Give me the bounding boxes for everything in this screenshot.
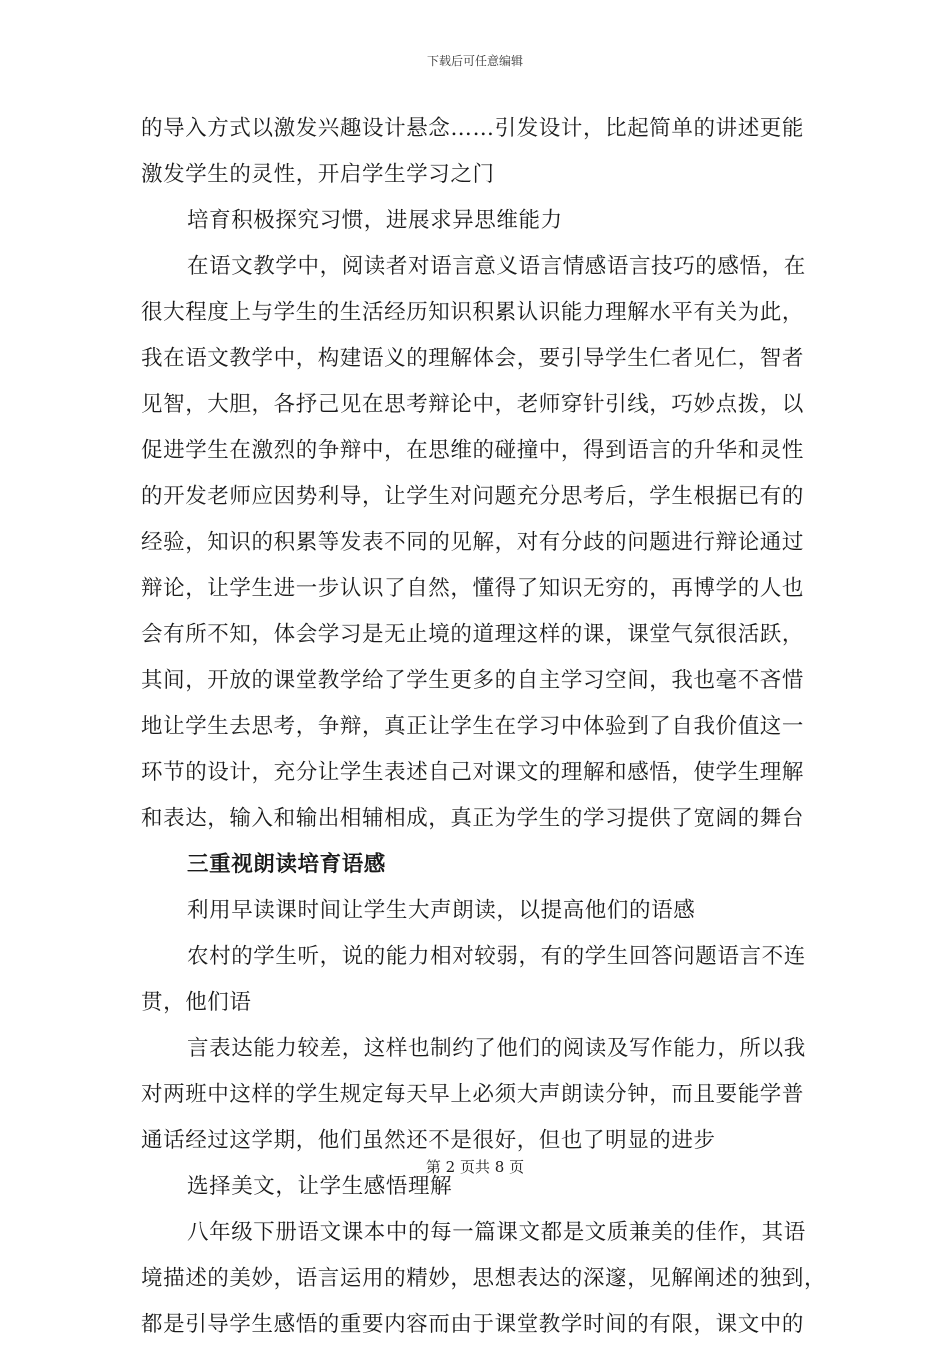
text-line: 会有所不知，体会学习是无止境的道理这样的课，课堂气氛很活跃， bbox=[141, 622, 805, 647]
text-line: 八年级下册语文课本中的每一篇课文都是文质兼美的佳作，其语 bbox=[187, 1220, 806, 1245]
text-line: 在语文教学中，阅读者对语言意义语言情感语言技巧的感悟，在 bbox=[187, 254, 806, 279]
text-line: 的导入方式以激发兴趣设计悬念……引发设计，比起简单的讲述更能 bbox=[141, 116, 805, 141]
page-footer: 第 2 页共 8 页 bbox=[425, 1158, 525, 1176]
subheading: 利用早读课时间让学生大声朗读，以提高他们的语感 bbox=[187, 898, 696, 923]
text-line: 环节的设计，充分让学生表述自己对课文的理解和感悟，使学生理解 bbox=[141, 760, 805, 785]
text-line: 见智，大胆，各抒己见在思考辩论中，老师穿针引线，巧妙点拨，以 bbox=[141, 392, 805, 417]
text-line: 促进学生在激烈的争辩中，在思维的碰撞中，得到语言的升华和灵性 bbox=[141, 438, 805, 463]
text-line: 境描述的美妙，语言运用的精妙，思想表达的深邃，见解阐述的独到， bbox=[141, 1266, 827, 1291]
text-line: 我在语文教学中，构建语义的理解体会，要引导学生仁者见仁，智者 bbox=[141, 346, 805, 371]
text-line: 很大程度上与学生的生活经历知识积累认识能力理解水平有关为此， bbox=[141, 300, 805, 325]
page-header: 下载后可任意编辑 bbox=[426, 54, 523, 68]
text-line: 对两班中这样的学生规定每天早上必须大声朗读分钟，而且要能学普 bbox=[141, 1082, 805, 1107]
section-heading: 三重视朗读培育语感 bbox=[187, 852, 386, 877]
text-line: 通话经过这学期，他们虽然还不是很好，但也了明显的进步 bbox=[141, 1128, 716, 1153]
subheading: 培育积极探究习惯，进展求异思维能力 bbox=[187, 208, 563, 233]
text-line: 地让学生去思考，争辩，真正让学生在学习中体验到了自我价值这一 bbox=[141, 714, 805, 739]
text-line: 和表达，输入和输出相辅相成，真正为学生的学习提供了宽阔的舞台 bbox=[141, 806, 805, 831]
text-line: 激发学生的灵性，开启学生学习之门 bbox=[141, 162, 495, 187]
text-line: 其间，开放的课堂教学给了学生更多的自主学习空间，我也毫不吝惜 bbox=[141, 668, 805, 693]
subheading: 选择美文，让学生感悟理解 bbox=[187, 1174, 453, 1199]
text-line: 辩论，让学生进一步认识了自然，懂得了知识无穷的，再博学的人也 bbox=[141, 576, 805, 601]
text-line: 言表达能力较差，这样也制约了他们的阅读及写作能力，所以我 bbox=[187, 1036, 806, 1061]
text-line: 经验，知识的积累等发表不同的见解，对有分歧的问题进行辩论通过 bbox=[141, 530, 805, 555]
text-line: 贯，他们语 bbox=[141, 990, 252, 1015]
text-line: 的开发老师应因势利导，让学生对问题充分思考后，学生根据已有的 bbox=[141, 484, 805, 509]
text-line: 农村的学生听，说的能力相对较弱，有的学生回答问题语言不连 bbox=[187, 944, 806, 969]
text-line: 都是引导学生感悟的重要内容而由于课堂教学时间的有限，课文中的 bbox=[141, 1312, 805, 1337]
